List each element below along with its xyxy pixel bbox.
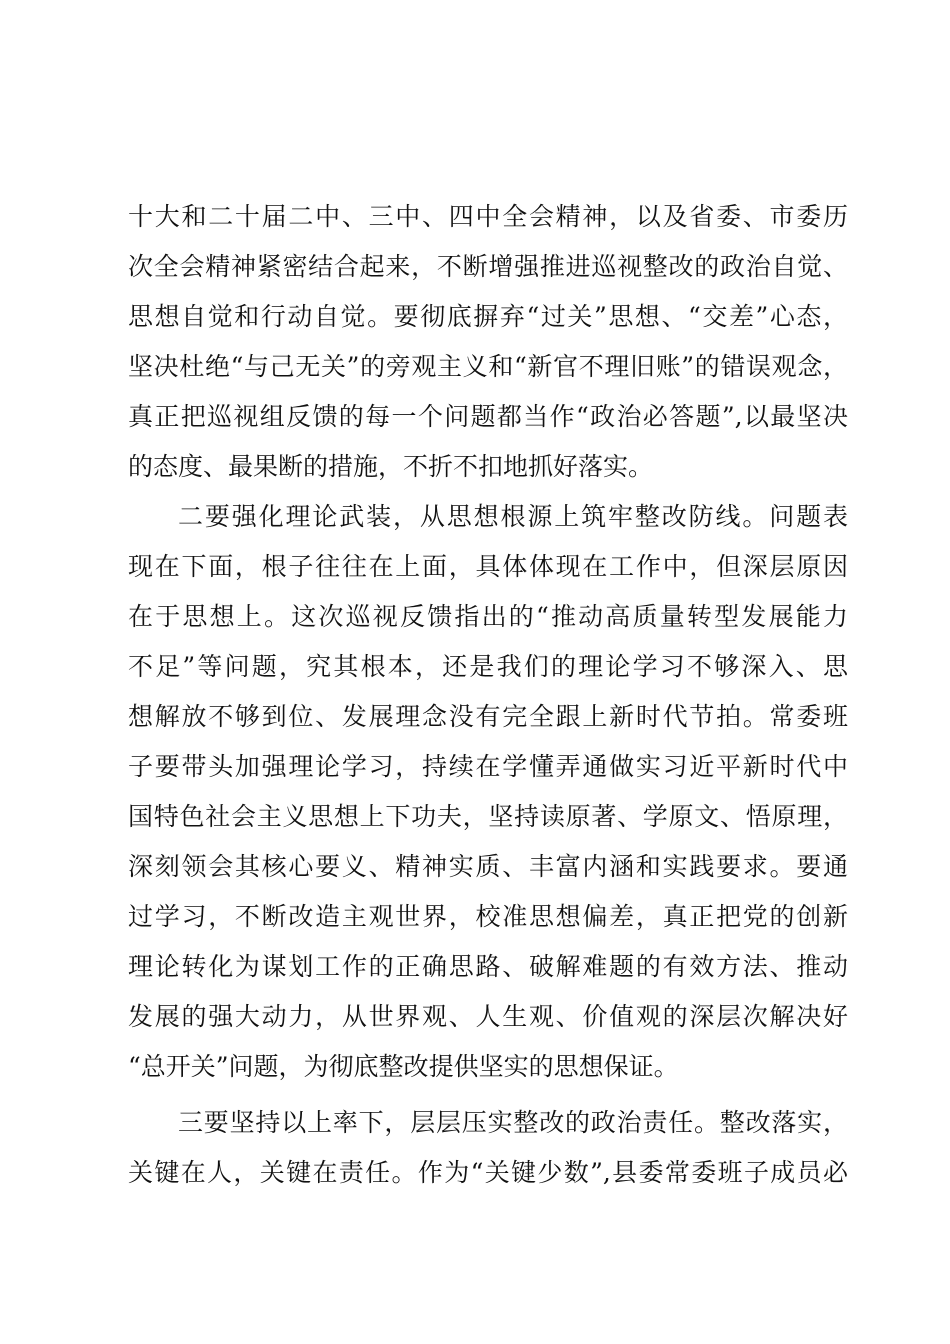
text-line: 发展的强大动力，从世界观、人生观、价值观的深层次解决好 bbox=[128, 1002, 848, 1031]
text-line: 坚决杜绝“与己无关”的旁观主义和“新官不理旧账”的错误观念， bbox=[128, 352, 848, 381]
text-line: 理论转化为谋划工作的正确思路、破解难题的有效方法、推动 bbox=[128, 952, 848, 981]
text-line: 不足”等问题，究其根本，还是我们的理论学习不够深入、思 bbox=[128, 652, 848, 681]
text-line: 关键在人，关键在责任。作为“关键少数”,县委常委班子成员必 bbox=[128, 1158, 848, 1187]
text-line: 国特色社会主义思想上下功夫，坚持读原著、学原文、悟原理， bbox=[128, 802, 848, 831]
text-line: 二要强化理论武装，从思想根源上筑牢整改防线。问题表 bbox=[178, 502, 848, 531]
text-line: 想解放不够到位、发展理念没有完全跟上新时代节拍。常委班 bbox=[128, 702, 848, 731]
text-line: 子要带头加强理论学习，持续在学懂弄通做实习近平新时代中 bbox=[128, 752, 848, 781]
text-line: 深刻领会其核心要义、精神实质、丰富内涵和实践要求。要通 bbox=[128, 852, 848, 881]
text-line: 过学习，不断改造主观世界，校准思想偏差，真正把党的创新 bbox=[128, 902, 848, 931]
paragraph-2 bbox=[128, 492, 848, 1092]
text-line: 思想自觉和行动自觉。要彻底摒弃“过关”思想、“交差”心态， bbox=[128, 302, 848, 331]
text-line: 真正把巡视组反馈的每一个问题都当作“政治必答题”,以最坚决 bbox=[128, 402, 848, 431]
text-line: “总开关”问题，为彻底整改提供坚实的思想保证。 bbox=[128, 1052, 679, 1081]
paragraph-3 bbox=[128, 1098, 848, 1198]
text-line: 的态度、最果断的措施，不折不扣地抓好落实。 bbox=[128, 452, 654, 481]
text-line: 在于思想上。这次巡视反馈指出的“推动高质量转型发展能力 bbox=[128, 602, 848, 631]
text-line: 十大和二十届二中、三中、四中全会精神，以及省委、市委历 bbox=[128, 202, 848, 231]
document-body bbox=[128, 192, 848, 1198]
text-line: 现在下面，根子往往在上面，具体体现在工作中，但深层原因 bbox=[128, 552, 848, 581]
text-line: 次全会精神紧密结合起来，不断增强推进巡视整改的政治自觉、 bbox=[128, 252, 848, 281]
text-line: 三要坚持以上率下，层层压实整改的政治责任。整改落实， bbox=[178, 1108, 848, 1137]
paragraph-1 bbox=[128, 192, 848, 492]
